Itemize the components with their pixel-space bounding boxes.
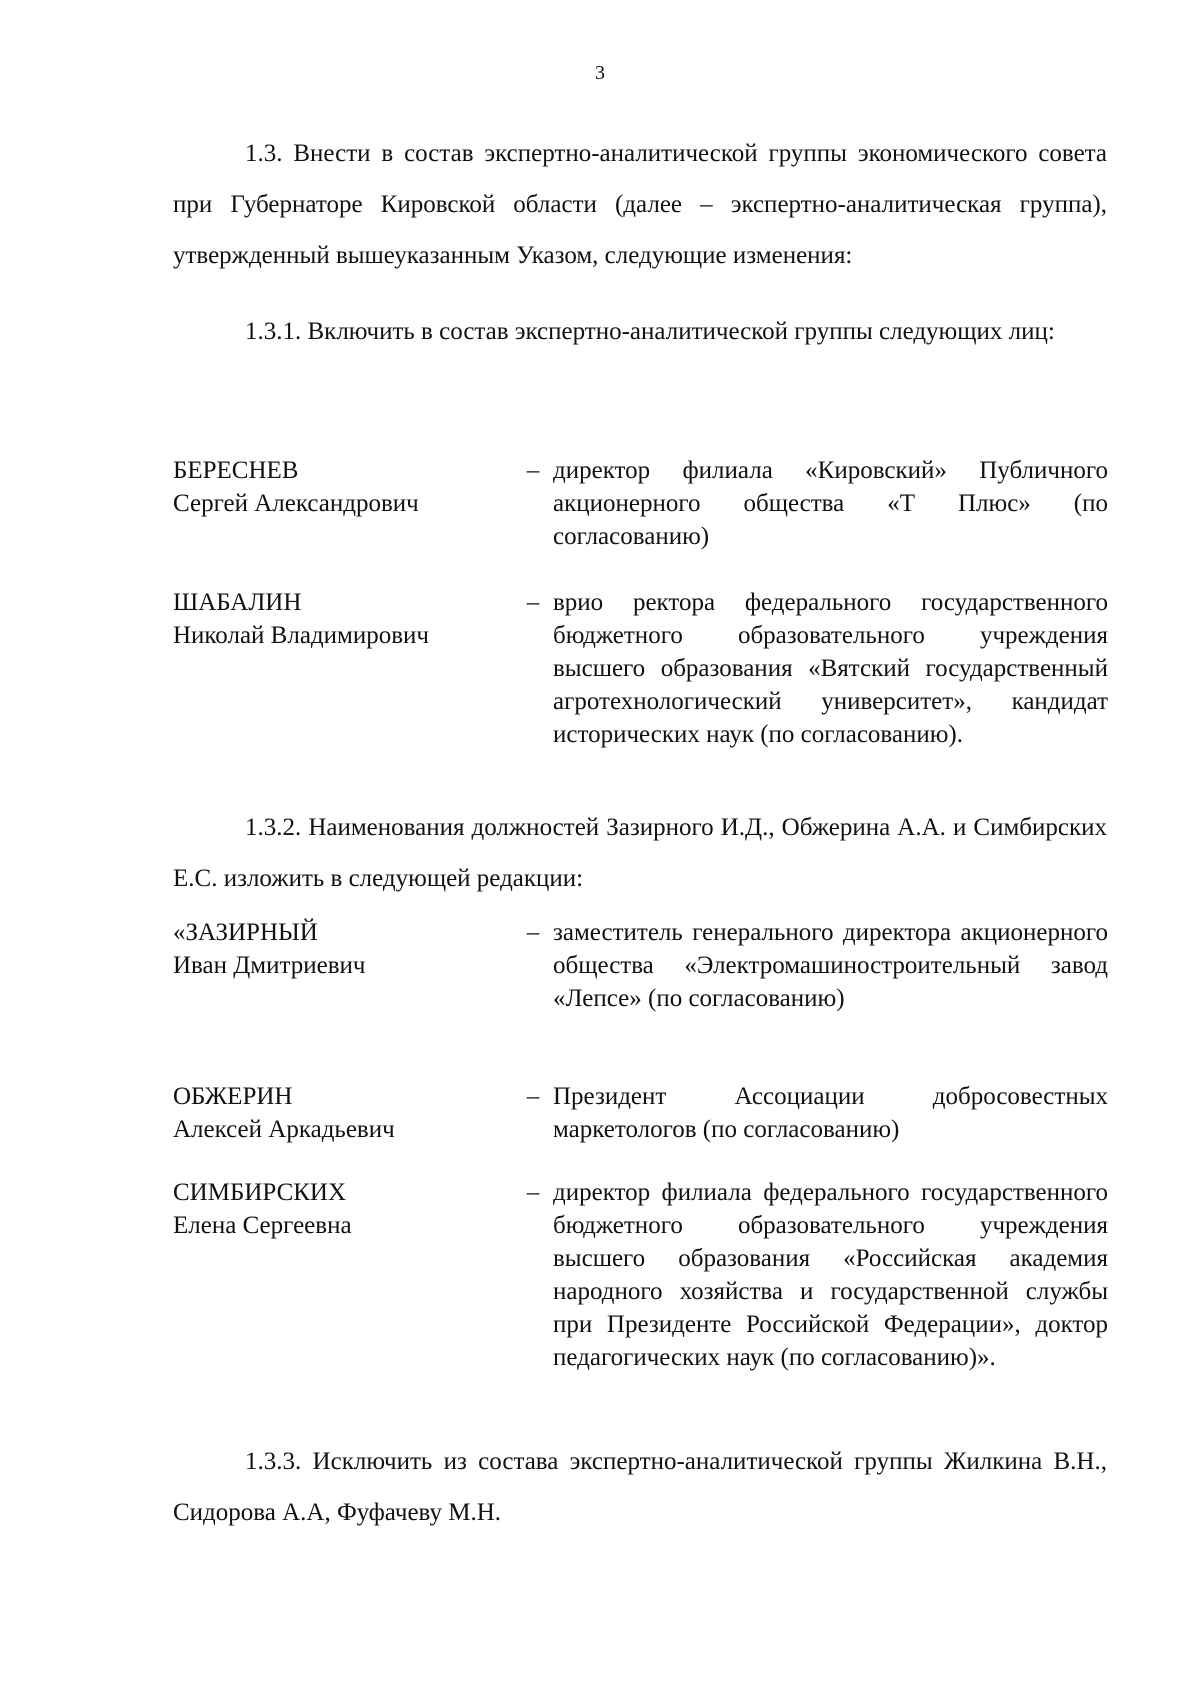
- page-number: 3: [595, 62, 605, 84]
- person-position: врио ректора федерального государственного бюджетного образовательного учреждения высшего образования «Вятский государственный агротехнологический университет», кандидат исторических наук (по согласованию).: [553, 589, 1108, 748]
- person-name-block: [173, 586, 493, 652]
- person-given-name: Иван Дмитриевич: [173, 952, 366, 979]
- person-name-block: [173, 1176, 493, 1242]
- paragraph-1-3-3: [173, 1436, 1107, 1538]
- paragraph-1-3-2-text: 1.3.2. Наименования должностей Зазирного И.Д., Обжерина А.А. и Симбирских Е.С. изложить в следующей редакции:: [173, 814, 1107, 892]
- person-given-name: Елена Сергеевна: [173, 1212, 352, 1239]
- dash-separator: –: [526, 1179, 540, 1206]
- person-surname: ШАБАЛИН: [173, 589, 302, 616]
- person-name-block: [173, 916, 493, 982]
- dash-separator: –: [526, 1083, 540, 1110]
- dash-separator: –: [526, 589, 540, 616]
- paragraph-1-3-text: 1.3. Внести в состав экспертно-аналитической группы экономического совета при Губернаторе Кировской области (далее – экспертно-аналитическая группа), утвержденный вышеуказанным Указом, следующие изменения:: [173, 140, 1107, 269]
- paragraph-1-3-3-text: 1.3.3. Исключить из состава экспертно-аналитической группы Жилкина В.Н., Сидорова А.А, Фуфачеву М.Н.: [173, 1448, 1107, 1526]
- dash-separator: –: [526, 457, 540, 484]
- person-surname: БЕРЕСНЕВ: [173, 457, 299, 484]
- person-position: Президент Ассоциации добросовестных маркетологов (по согласованию): [553, 1083, 1108, 1143]
- person-position: директор филиала федерального государственного бюджетного образовательного учреждения высшего образования «Российская академия народного хозяйства и государственной службы при Президенте Российской Федерации», доктор педагогических наук (по согласованию)».: [553, 1179, 1108, 1371]
- paragraph-1-3-2: [173, 802, 1107, 904]
- person-surname: ОБЖЕРИН: [173, 1083, 293, 1110]
- paragraph-1-3: [173, 128, 1107, 281]
- person-surname: «ЗАЗИРНЫЙ: [173, 919, 318, 946]
- person-name-block: [173, 1080, 493, 1146]
- person-name-block: [173, 454, 493, 520]
- person-given-name: Алексей Аркадьевич: [173, 1116, 395, 1143]
- person-position: директор филиала «Кировский» Публичного акционерного общества «Т Плюс» (по согласованию): [553, 457, 1108, 550]
- person-given-name: Николай Владимирович: [173, 622, 429, 649]
- dash-separator: –: [526, 919, 540, 946]
- paragraph-1-3-1-text: 1.3.1. Включить в состав экспертно-аналитической группы следующих лиц:: [245, 318, 1055, 345]
- person-given-name: Сергей Александрович: [173, 490, 419, 517]
- person-surname: СИМБИРСКИХ: [173, 1179, 347, 1206]
- person-position: заместитель генерального директора акционерного общества «Электромашиностроительный завод «Лепсе» (по согласованию): [553, 919, 1108, 1012]
- paragraph-1-3-1: [173, 306, 1107, 357]
